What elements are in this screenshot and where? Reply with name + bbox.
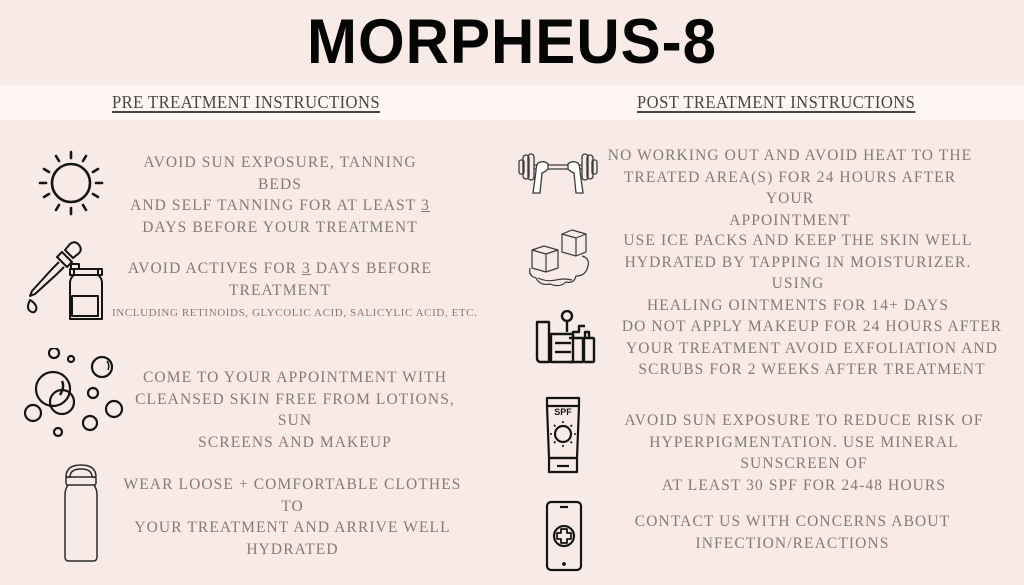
dumbbell-icon <box>517 152 599 194</box>
post-item-contact-us: CONTACT US WITH CONCERNS ABOUT INFECTION/REACTIONS <box>634 513 951 552</box>
phone-medical-icon <box>545 500 583 572</box>
page-title: MORPHEUS-8 <box>306 6 718 77</box>
actives-note: INCLUDING RETINOIDS, GLYCOLIC ACID, SALICYLIC ACID, ETC. <box>112 307 478 319</box>
pre-treatment-heading: PRE TREATMENT INSTRUCTIONS <box>112 92 381 112</box>
pre-item-actives: AVOID ACTIVES FOR 3 DAYS BEFORE TREATMENT <box>127 260 433 299</box>
post-treatment-heading: POST TREATMENT INSTRUCTIONS <box>637 92 916 112</box>
bubbles-icon <box>22 348 124 440</box>
spf-sunscreen-icon <box>545 396 581 476</box>
water-bottle-icon <box>62 463 100 563</box>
dropper-bottle-icon <box>22 238 106 322</box>
pre-item-clothes-hydrated: WEAR LOOSE + COMFORTABLE CLOTHES TO YOUR TREATMENT AND ARRIVE WELL HYDRATED <box>123 476 462 558</box>
post-item-ice-packs: USE ICE PACKS AND KEEP THE SKIN WELL HYDRATED BY TAPPING IN MOISTURIZER. USING HEALING OINTMENTS FOR 14+ DAYS <box>623 232 973 314</box>
pre-item-sun: AVOID SUN EXPOSURE, TANNING BEDS AND SELF TANNING FOR AT LEAST 3 DAYS BEFORE YOUR TREATMENT <box>130 154 430 236</box>
post-item-no-makeup: DO NOT APPLY MAKEUP FOR 24 HOURS AFTER YOUR TREATMENT AVOID EXFOLIATION AND SCRUBS FOR 2 WEEKS AFTER TREATMENT <box>621 318 1003 378</box>
spf-label: SPF <box>554 407 572 417</box>
ice-cubes-icon <box>528 228 596 290</box>
days-value: 3 <box>421 197 430 214</box>
post-item-no-workout: NO WORKING OUT AND AVOID HEAT TO THE TREATED AREA(S) FOR 24 HOURS AFTER YOUR APPOINTMENT <box>607 147 973 229</box>
makeup-products-icon <box>533 310 597 366</box>
pre-item-cleansed-skin: COME TO YOUR APPOINTMENT WITH CLEANSED SKIN FREE FROM LOTIONS, SUN SCREENS AND MAKEUP <box>135 369 455 451</box>
days-value: 3 <box>302 260 311 277</box>
sun-icon <box>38 150 104 216</box>
post-item-avoid-sun: AVOID SUN EXPOSURE TO REDUCE RISK OF HYPERPIGMENTATION. USE MINERAL SUNSCREEN OF AT LEAST 30 SPF FOR 24-48 HOURS <box>624 412 984 494</box>
